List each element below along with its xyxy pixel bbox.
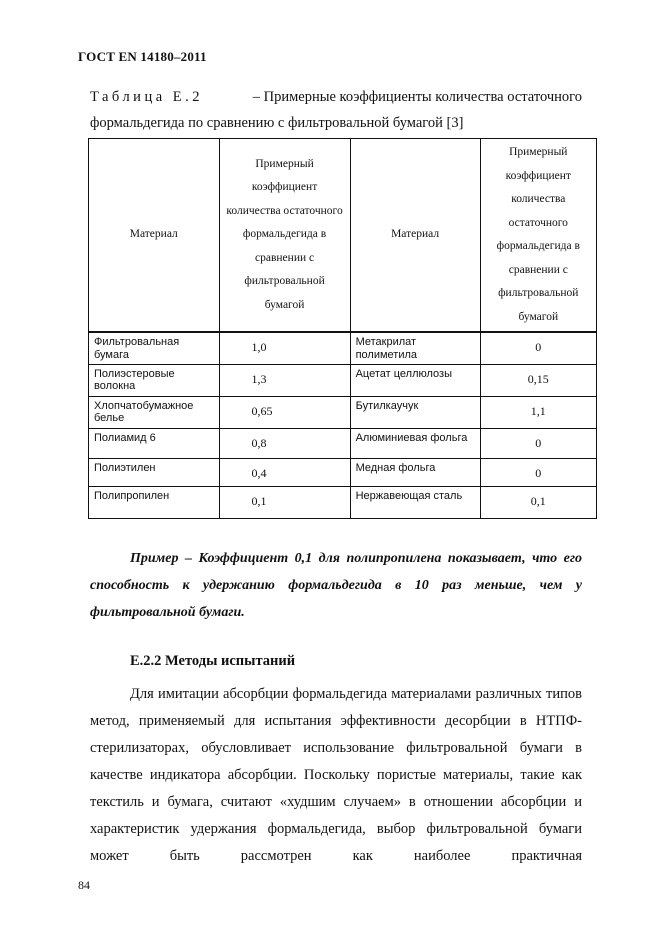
header-coefficient-2: Примерный коэффициент количества остаточного формальдегида в сравнении с фильтровальной бумагой [480,139,596,333]
material-cell: Медная фольга [350,458,480,486]
coefficient-cell: 0,65 [219,396,350,428]
material-cell: Полипропилен [89,486,220,518]
coefficient-cell: 0 [480,332,596,364]
material-cell: Бутилкаучук [350,396,480,428]
coefficient-cell: 1,1 [480,396,596,428]
header-material-1: Материал [89,139,220,333]
table-caption [90,84,582,136]
table-row [89,428,597,458]
coefficient-cell: 0 [480,428,596,458]
table-label: Таблица Е.2 [90,89,203,105]
material-cell: Полиамид 6 [89,428,220,458]
example-note: Пример – Коэффициент 0,1 для полипропилена показывает, что его способность к удержанию формальдегида в 10 раз меньше, чем у фильтровальной бумаги. [90,551,582,620]
coefficient-cell: 0,4 [219,458,350,486]
table-row [89,458,597,486]
material-cell: Фильтровальная бумага [89,332,220,364]
page-number: 84 [78,878,90,892]
coefficient-cell: 0 [480,458,596,486]
coefficient-cell: 0,1 [480,486,596,518]
table-header-row [89,139,597,333]
section-body: Для имитации абсорбции формальдегида материалами различных типов метод, применяемый для испытания эффективности десорбции в НТПФ-стерилизаторах, обусловливает использование фильтровальной бумаги в качестве индикатора абсорбции. Поскольку пористые материалы, такие как текстиль и бумага, считают «худшим случаем» в отношении абсорбции и характеристик удержания формальдегида, выбор фильтровальной бумаги может быть рассмотрен как наиболее практичная [90,686,582,864]
caption-line1: – Примерные коэффициенты количества остаточного [252,89,582,105]
coefficient-cell: 0,1 [219,486,350,518]
table-row [89,396,597,428]
material-cell: Полиэтилен [89,458,220,486]
material-cell: Ацетат целлюлозы [350,364,480,396]
coefficient-cell: 1,0 [219,332,350,364]
caption-line2: формальдегида по сравнению с фильтровальной бумагой [3] [90,115,464,131]
material-cell: Алюминиевая фольга [350,428,480,458]
material-cell: Полиэстеровые волокна [89,364,220,396]
document-header: ГОСТ EN 14180–2011 [78,49,207,64]
table-row [89,332,597,364]
coefficient-cell: 0,15 [480,364,596,396]
material-cell: Нержавеющая сталь [350,486,480,518]
material-cell: Метакрилат полиметила [350,332,480,364]
header-material-2: Материал [350,139,480,333]
coefficient-cell: 0,8 [219,428,350,458]
table-row [89,364,597,396]
coefficient-cell: 1,3 [219,364,350,396]
coefficients-table [88,138,597,519]
header-coefficient-1: Примерный коэффициент количества остаточного формальдегида в сравнении с фильтровальной бумагой [219,139,350,333]
section-heading: Е.2.2 Методы испытаний [130,653,296,669]
table-row [89,486,597,518]
material-cell: Хлопчатобумажное белье [89,396,220,428]
